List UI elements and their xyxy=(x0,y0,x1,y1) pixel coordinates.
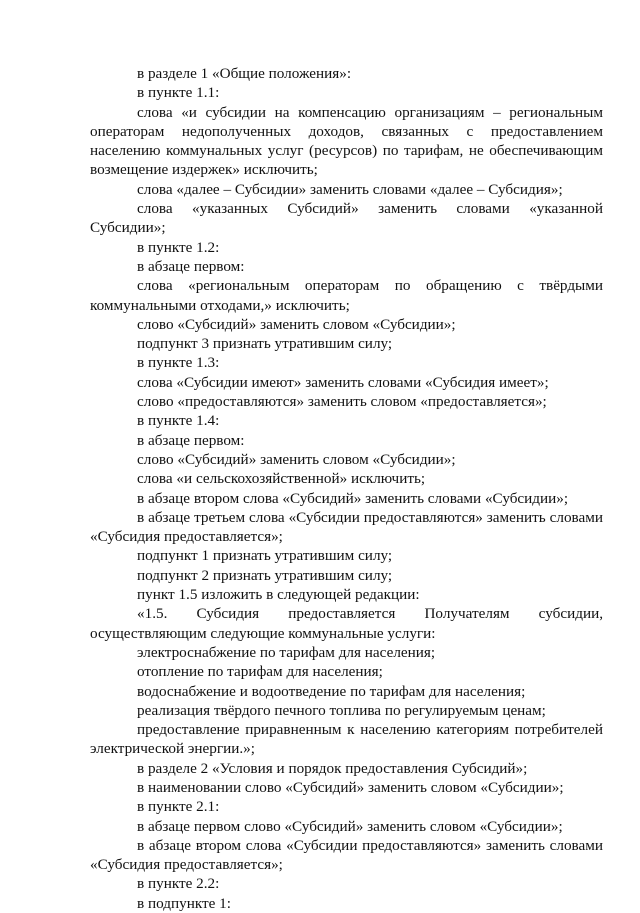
paragraph: в наименовании слово «Субсидий» заменить словом «Субсидии»; xyxy=(137,778,564,796)
paragraph: в пункте 1.3: xyxy=(137,354,220,372)
paragraph: в пункте 2.1: xyxy=(137,798,220,816)
paragraph: подпункт 2 признать утратившим силу; xyxy=(137,566,393,584)
paragraph: в абзаце втором слова «Субсидии предоставляются» заменить словами «Субсидия предоставляется»; xyxy=(90,836,603,874)
paragraph: в абзаце третьем слова «Субсидии предоставляются» заменить словами «Субсидия предоставляется»; xyxy=(90,508,603,546)
paragraph: пункт 1.5 изложить в следующей редакции: xyxy=(137,586,420,604)
paragraph: слово «Субсидий» заменить словом «Субсидии»; xyxy=(137,450,456,468)
paragraph: слова «и сельскохозяйственной» исключить; xyxy=(137,470,426,488)
paragraph: слова «указанных Субсидий» заменить словами «указанной Субсидии»; xyxy=(90,200,603,237)
paragraph: слова «региональным операторам по обращению с твёрдыми коммунальными отходами,» исключить; xyxy=(90,277,603,314)
paragraph: подпункт 3 признать утратившим силу; xyxy=(137,335,393,353)
paragraph: в абзаце первом: xyxy=(137,431,245,449)
paragraph: в абзаце втором слова «Субсидий» заменить словами «Субсидии»; xyxy=(137,489,569,507)
paragraph: «1.5. Субсидия предоставляется Получателям субсидии, осуществляющим следующие коммунальные услуги: xyxy=(90,605,603,642)
paragraph: в пункте 1.4: xyxy=(137,412,220,430)
paragraph: в абзаце первом: xyxy=(137,257,245,275)
paragraph: электроснабжение по тарифам для населения; xyxy=(137,643,436,661)
paragraph: в пункте 1.1: xyxy=(137,84,220,102)
paragraph: слова «Субсидии имеют» заменить словами «Субсидия имеет»; xyxy=(137,373,549,391)
document-body xyxy=(90,64,603,913)
paragraph: слова «далее – Субсидии» заменить словами «далее – Субсидия»; xyxy=(137,180,563,198)
paragraph: в пункте 1.2: xyxy=(137,238,220,256)
paragraph: подпункт 1 признать утратившим силу; xyxy=(137,547,393,565)
paragraph: водоснабжение и водоотведение по тарифам для населения; xyxy=(137,682,526,700)
paragraph: предоставление приравненным к населению категориям потребителей электрической энергии.»; xyxy=(90,721,603,758)
paragraph: реализация твёрдого печного топлива по регулируемым ценам; xyxy=(137,701,546,719)
paragraph: отопление по тарифам для населения; xyxy=(137,663,383,681)
paragraph: в абзаце первом слово «Субсидий» заменить словом «Субсидии»; xyxy=(137,817,563,835)
paragraph: в подпункте 1: xyxy=(137,894,231,912)
paragraph: в пункте 2.2: xyxy=(137,875,220,893)
paragraph: слово «предоставляются» заменить словом «предоставляется»; xyxy=(137,393,547,411)
paragraph: в разделе 2 «Условия и порядок предоставления Субсидий»; xyxy=(137,759,528,777)
paragraph: слово «Субсидий» заменить словом «Субсидии»; xyxy=(137,315,456,333)
paragraph: в разделе 1 «Общие положения»: xyxy=(137,65,352,82)
paragraph: слова «и субсидии на компенсацию организациям – региональным операторам недополученных доходов, связанных с предоставлением населению коммунальных услуг (ресурсов) по тарифам, не обеспечивающим возмещение издержек» исключить; xyxy=(90,103,603,179)
